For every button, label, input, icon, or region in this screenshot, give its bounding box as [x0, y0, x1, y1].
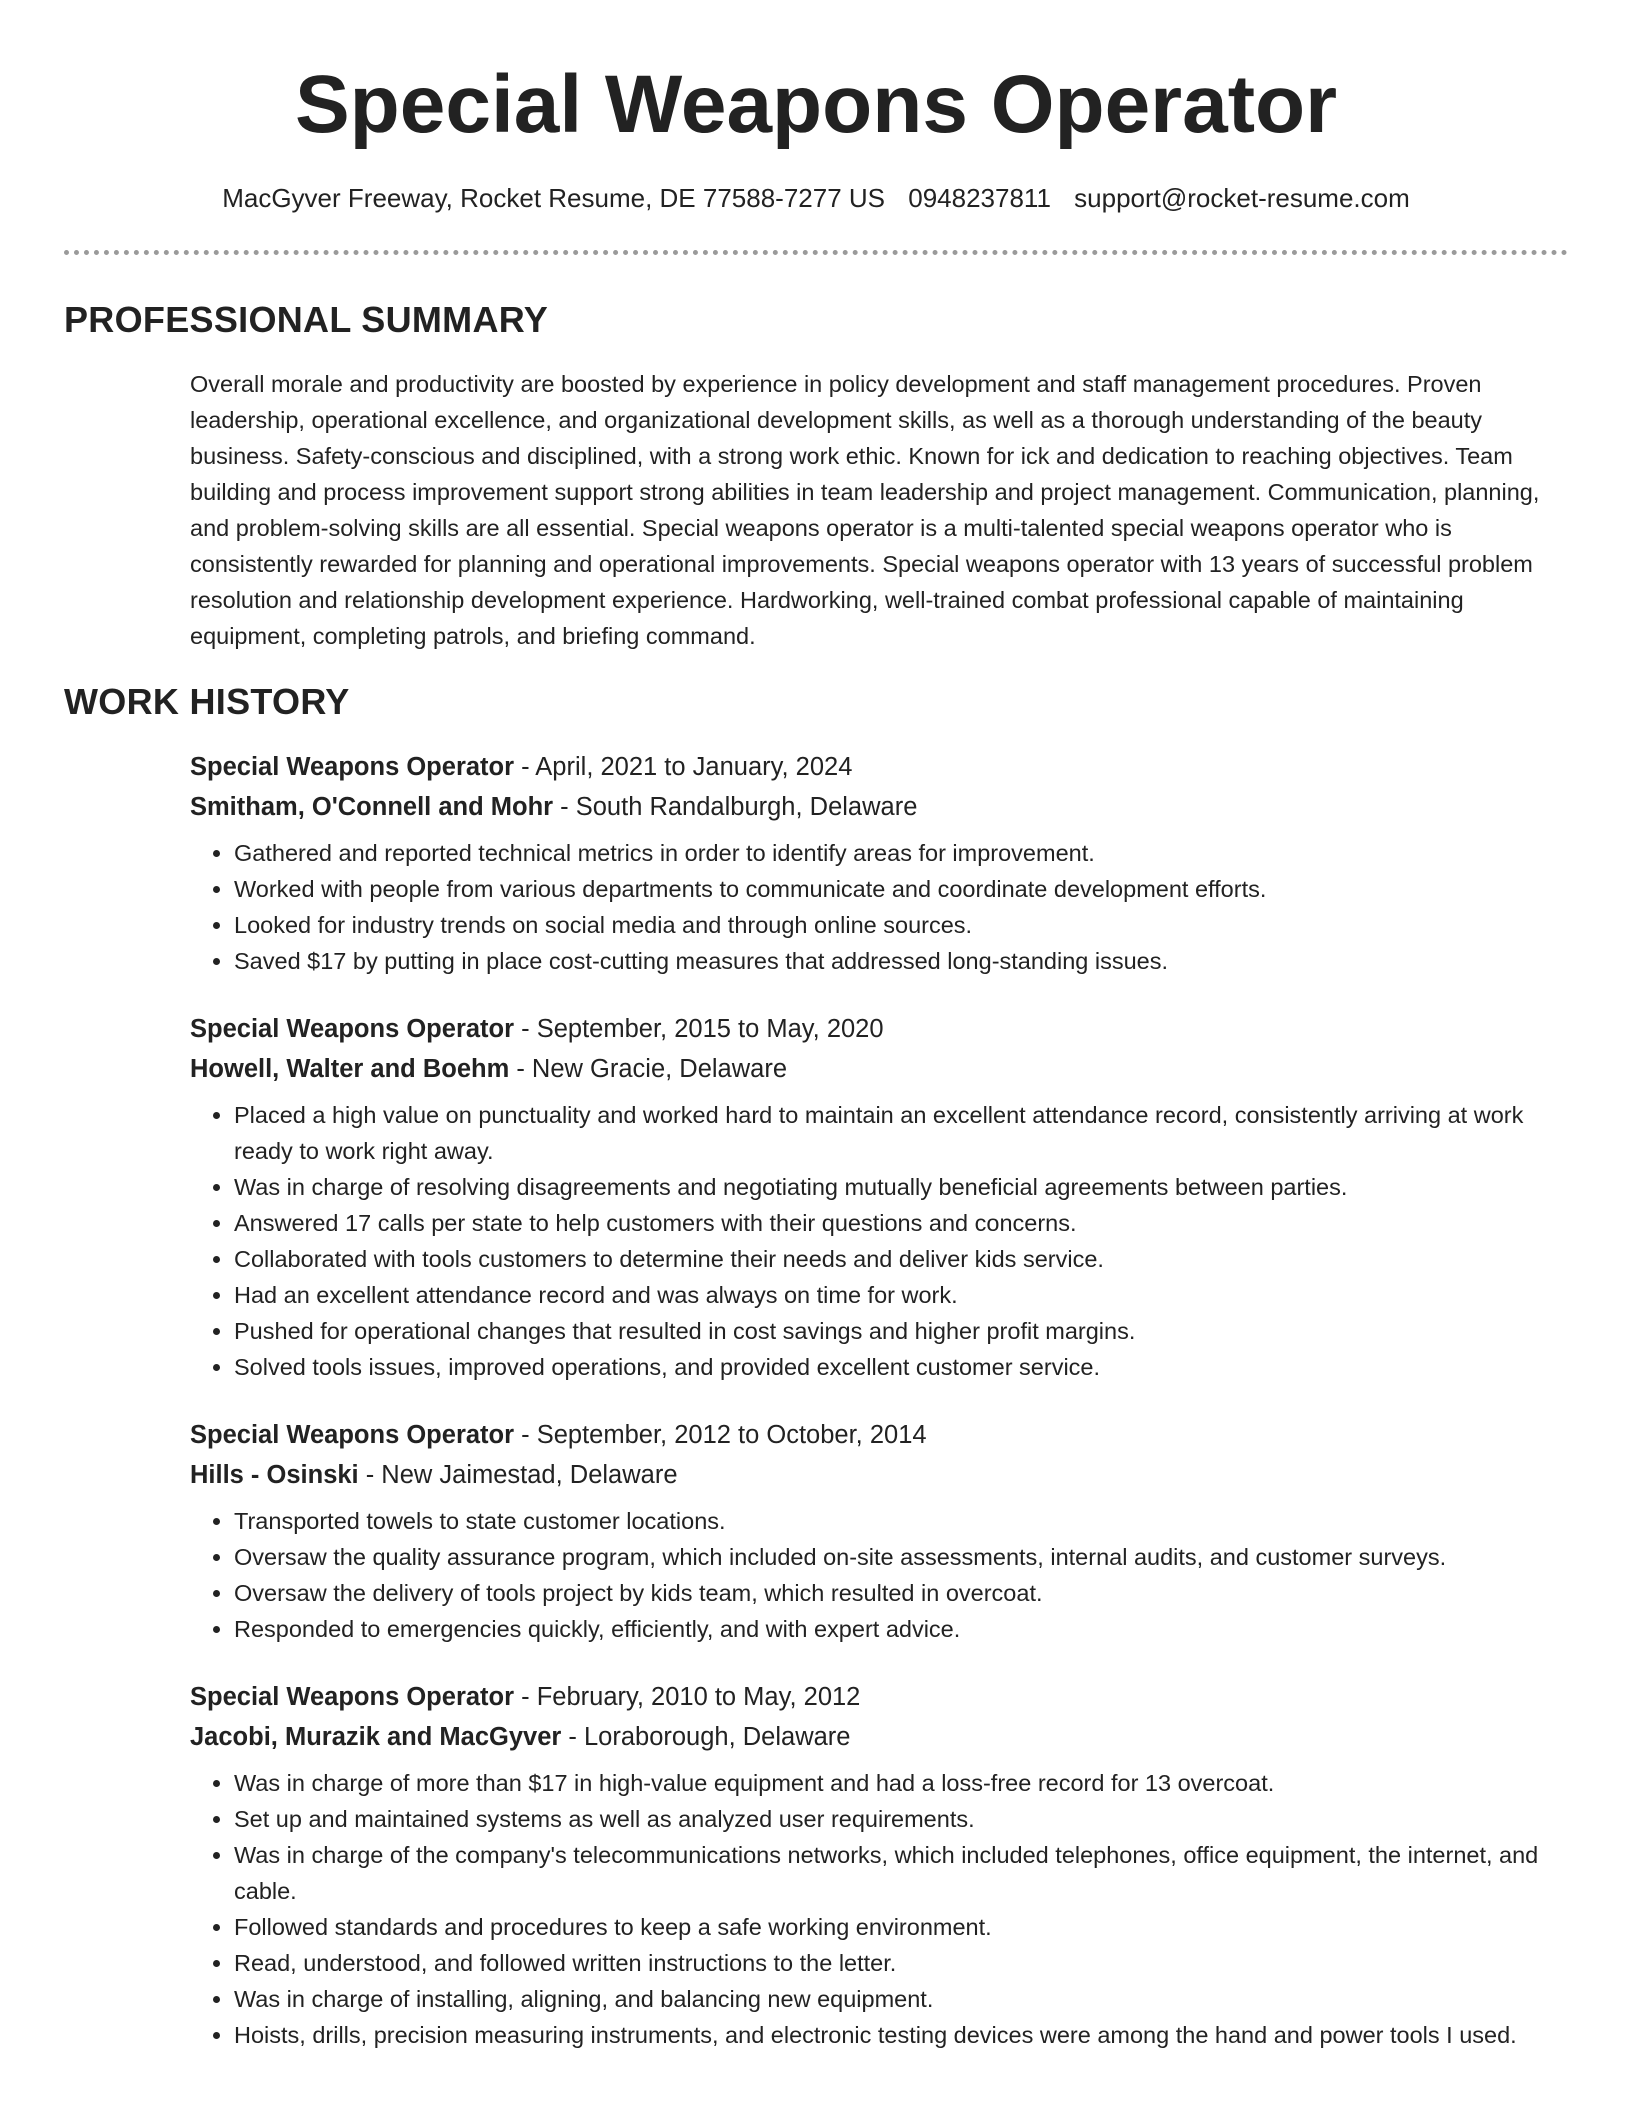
work-history-list: [190, 747, 1570, 2083]
job-company: Smitham, O'Connell and Mohr: [190, 793, 554, 821]
job-title-line: [190, 1009, 1570, 1049]
job-company: Howell, Walter and Boehm: [190, 1055, 510, 1083]
job-dates: - April, 2021 to January, 2024: [514, 753, 853, 781]
job-bullet: • Was in charge of more than $17 in high-value equipment and had a loss-free record for 13 overcoat.: [234, 1765, 1570, 1801]
job-role: Special Weapons Operator: [190, 753, 515, 781]
job-bullet: • Had an excellent attendance record and was always on time for work.: [234, 1277, 1570, 1313]
contact-email: support@rocket-resume.com: [1074, 183, 1410, 213]
job-bullet: • Set up and maintained systems as well as analyzed user requirements.: [234, 1801, 1570, 1837]
job-bullet: • Solved tools issues, improved operations, and provided excellent customer service.: [234, 1349, 1570, 1385]
job-role: Special Weapons Operator: [190, 1683, 515, 1711]
job-title-line: [190, 747, 1570, 787]
job-location: - New Jaimestad, Delaware: [358, 1461, 678, 1489]
job-location: - Loraborough, Delaware: [561, 1723, 851, 1751]
work-history-heading: WORK HISTORY: [64, 681, 350, 722]
job-bullet: • Transported towels to state customer locations.: [234, 1503, 1570, 1539]
job-bullets: [190, 835, 1570, 979]
job-company-line: [190, 1717, 1570, 1757]
job-title-line: [190, 1677, 1570, 1717]
job-dates: - February, 2010 to May, 2012: [514, 1683, 861, 1711]
job-location: - South Randalburgh, Delaware: [553, 793, 918, 821]
job-bullet: • Oversaw the quality assurance program, which included on-site assessments, internal audits, and customer surveys.: [234, 1539, 1570, 1575]
header-divider: [64, 250, 1568, 255]
job-bullet: • Pushed for operational changes that resulted in cost savings and higher profit margins.: [234, 1313, 1570, 1349]
job-bullet: • Answered 17 calls per state to help customers with their questions and concerns.: [234, 1205, 1570, 1241]
job-bullet: • Placed a high value on punctuality and worked hard to maintain an excellent attendance record, consistently arriving at work ready to work right away.: [234, 1097, 1570, 1169]
job-bullet: • Collaborated with tools customers to determine their needs and deliver kids service.: [234, 1241, 1570, 1277]
job-bullet: • Followed standards and procedures to keep a safe working environment.: [234, 1909, 1570, 1945]
job-entry: [190, 747, 1570, 979]
contact-address: MacGyver Freeway, Rocket Resume, DE 77588-7277 US: [222, 183, 886, 213]
resume-name: Special Weapons Operator: [294, 59, 1338, 150]
job-role: Special Weapons Operator: [190, 1015, 515, 1043]
job-location: - New Gracie, Delaware: [509, 1055, 788, 1083]
job-title-line: [190, 1415, 1570, 1455]
job-bullet: • Gathered and reported technical metrics in order to identify areas for improvement.: [234, 835, 1570, 871]
job-bullet: • Was in charge of resolving disagreements and negotiating mutually beneficial agreements between parties.: [234, 1169, 1570, 1205]
job-bullet: • Read, understood, and followed written instructions to the letter.: [234, 1945, 1570, 1981]
job-bullet: • Worked with people from various departments to communicate and coordinate development efforts.: [234, 871, 1570, 907]
job-entry: [190, 1009, 1570, 1385]
job-bullet: • Was in charge of the company's telecommunications networks, which included telephones, office equipment, the internet, and cable.: [234, 1837, 1570, 1909]
job-bullet: • Responded to emergencies quickly, efficiently, and with expert advice.: [234, 1611, 1570, 1647]
job-bullets: [190, 1765, 1570, 2053]
job-entry: [190, 1415, 1570, 1647]
job-dates: - September, 2015 to May, 2020: [514, 1015, 884, 1043]
job-company: Hills - Osinski: [190, 1461, 359, 1489]
summary-text: Overall morale and productivity are boosted by experience in policy development and staff management procedures. Proven leadership, operational excellence, and organizational development skills, as well as a thorough understanding of the beauty business. Safety-conscious and disciplined, with a strong work ethic. Known for ick and dedication to reaching objectives. Team building and process improvement support strong abilities in team leadership and project management. Communication, planning, and problem-solving skills are all essential. Special weapons operator is a multi-talented special weapons operator who is consistently rewarded for planning and operational improvements. Special weapons operator with 13 years of successful problem resolution and relationship development experience. Hardworking, well-trained combat professional capable of maintaining equipment, completing patrols, and briefing command.: [190, 371, 1540, 649]
summary-heading: PROFESSIONAL SUMMARY: [64, 299, 549, 340]
job-company-line: [190, 1455, 1570, 1495]
job-bullet: • Saved $17 by putting in place cost-cutting measures that addressed long-standing issues.: [234, 943, 1570, 979]
job-bullets: [190, 1097, 1570, 1385]
job-bullets: [190, 1503, 1570, 1647]
contact-line: [0, 180, 1632, 216]
job-bullet: • Oversaw the delivery of tools project by kids team, which resulted in overcoat.: [234, 1575, 1570, 1611]
job-company: Jacobi, Murazik and MacGyver: [190, 1723, 562, 1751]
contact-phone: 0948237811: [908, 183, 1051, 213]
job-role: Special Weapons Operator: [190, 1421, 515, 1449]
job-bullet: • Hoists, drills, precision measuring instruments, and electronic testing devices were among the hand and power tools I used.: [234, 2017, 1570, 2053]
job-bullet: • Looked for industry trends on social media and through online sources.: [234, 907, 1570, 943]
job-company-line: [190, 787, 1570, 827]
job-dates: - September, 2012 to October, 2014: [514, 1421, 927, 1449]
job-bullet: • Was in charge of installing, aligning, and balancing new equipment.: [234, 1981, 1570, 2017]
job-entry: [190, 1677, 1570, 2053]
job-company-line: [190, 1049, 1570, 1089]
